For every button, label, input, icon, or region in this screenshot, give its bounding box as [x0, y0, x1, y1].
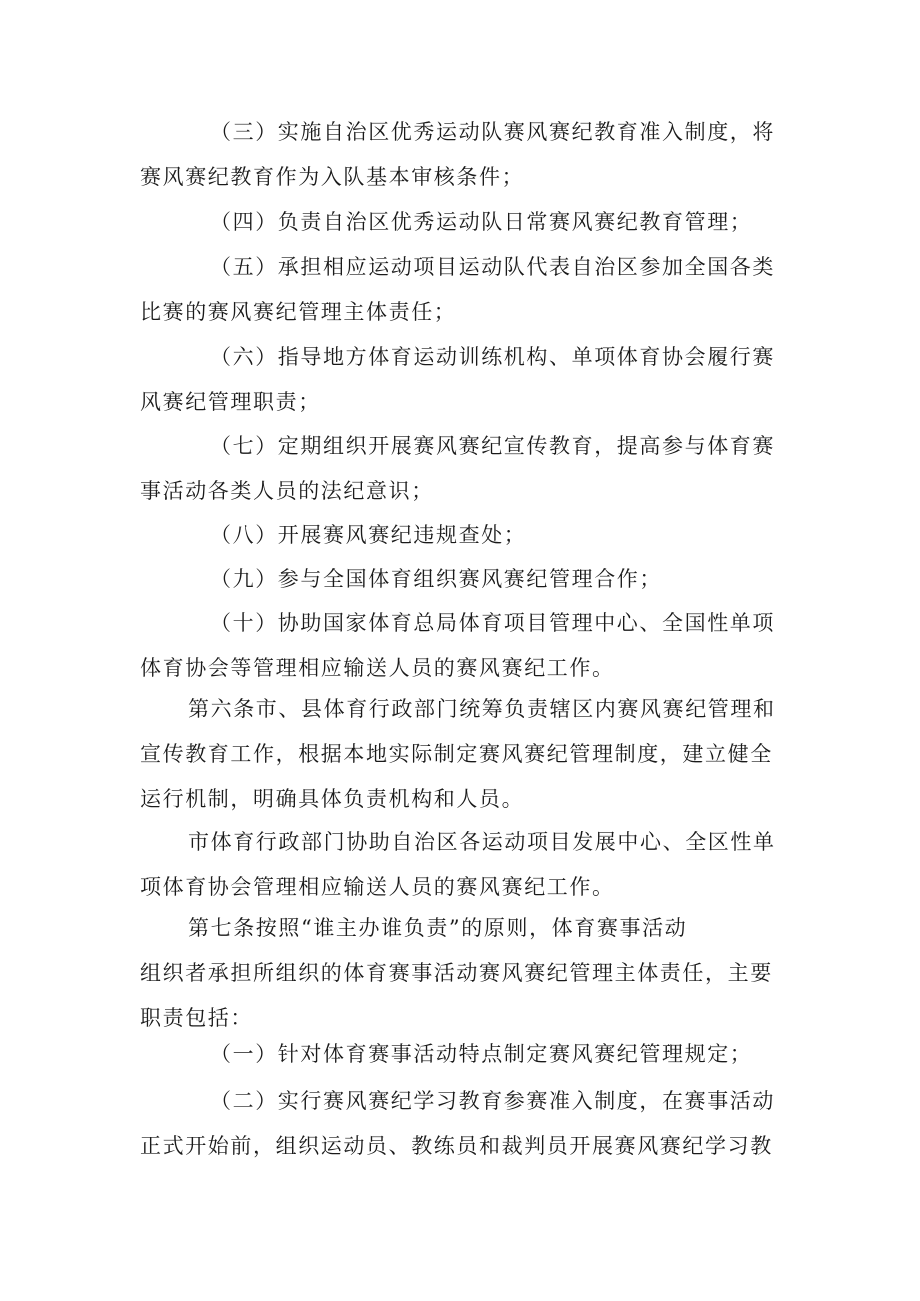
text-line: 第七条按照“谁主办谁负责”的原则，体育赛事活动 [188, 916, 688, 940]
text-line: （一）针对体育赛事活动特点制定赛风赛纪管理规定； [210, 1042, 753, 1066]
text-line: 事活动各类人员的法纪意识； [140, 479, 434, 503]
text-line: 比赛的赛风赛纪管理主体责任； [140, 300, 457, 324]
text-line: （七）定期组织开展赛风赛纪宣传教育，提高参与体育赛 [210, 434, 775, 458]
text-line: 宣传教育工作，根据本地实际制定赛风赛纪管理制度，建立健全 [140, 742, 773, 766]
text-line: 组织者承担所组织的体育赛事活动赛风赛纪管理主体责任，主要 [140, 961, 773, 985]
paragraph-item-10 [140, 601, 790, 691]
text-line: （二）实行赛风赛纪学习教育参赛准入制度，在赛事活动 [210, 1089, 775, 1113]
article-6-subparagraph [140, 820, 790, 910]
text-line: 第六条市、县体育行政部门统筹负责辖区内赛风赛纪管理和 [188, 697, 776, 721]
paragraph-item-5 [140, 245, 790, 335]
text-line: 正式开始前，组织运动员、教练员和裁判员开展赛风赛纪学习教 [140, 1134, 773, 1158]
paragraph-item-6 [140, 335, 790, 425]
article-6-paragraph [140, 687, 790, 822]
paragraph-item-8 [140, 513, 790, 558]
text-line: （三）实施自治区优秀运动队赛风赛纪教育准入制度，将 [210, 120, 775, 144]
paragraph-item-7 [140, 424, 790, 514]
text-line: （五）承担相应运动项目运动队代表自治区参加全国各类 [210, 255, 775, 279]
paragraph-item-4 [140, 200, 790, 245]
text-line: （四）负责自治区优秀运动队日常赛风赛纪教育管理； [210, 210, 753, 234]
article-7-paragraph [140, 906, 790, 1041]
paragraph-item-3 [140, 110, 790, 200]
text-line: 项体育协会管理相应输送人员的赛风赛纪工作。 [140, 875, 615, 899]
text-line: 体育协会等管理相应输送人员的赛风赛纪工作。 [140, 656, 615, 680]
paragraph-item-9 [140, 557, 790, 602]
paragraph-item-2 [140, 1079, 790, 1169]
text-line: 赛风赛纪教育作为入队基本审核条件； [140, 165, 525, 189]
text-line: （十）协助国家体育总局体育项目管理中心、全国性单项 [210, 611, 775, 635]
text-line: 市体育行政部门协助自治区各运动项目发展中心、全区性单 [188, 830, 776, 854]
text-line: （八）开展赛风赛纪违规查处； [210, 523, 527, 547]
text-line: 运行机制，明确具体负责机构和人员。 [140, 787, 525, 811]
paragraph-item-1 [140, 1032, 790, 1077]
text-line: （九）参与全国体育组织赛风赛纪管理合作； [210, 567, 662, 591]
text-line: 职责包括： [140, 1006, 253, 1030]
text-line: 风赛纪管理职责； [140, 390, 321, 414]
text-line: （六）指导地方体育运动训练机构、单项体育协会履行赛 [210, 345, 775, 369]
